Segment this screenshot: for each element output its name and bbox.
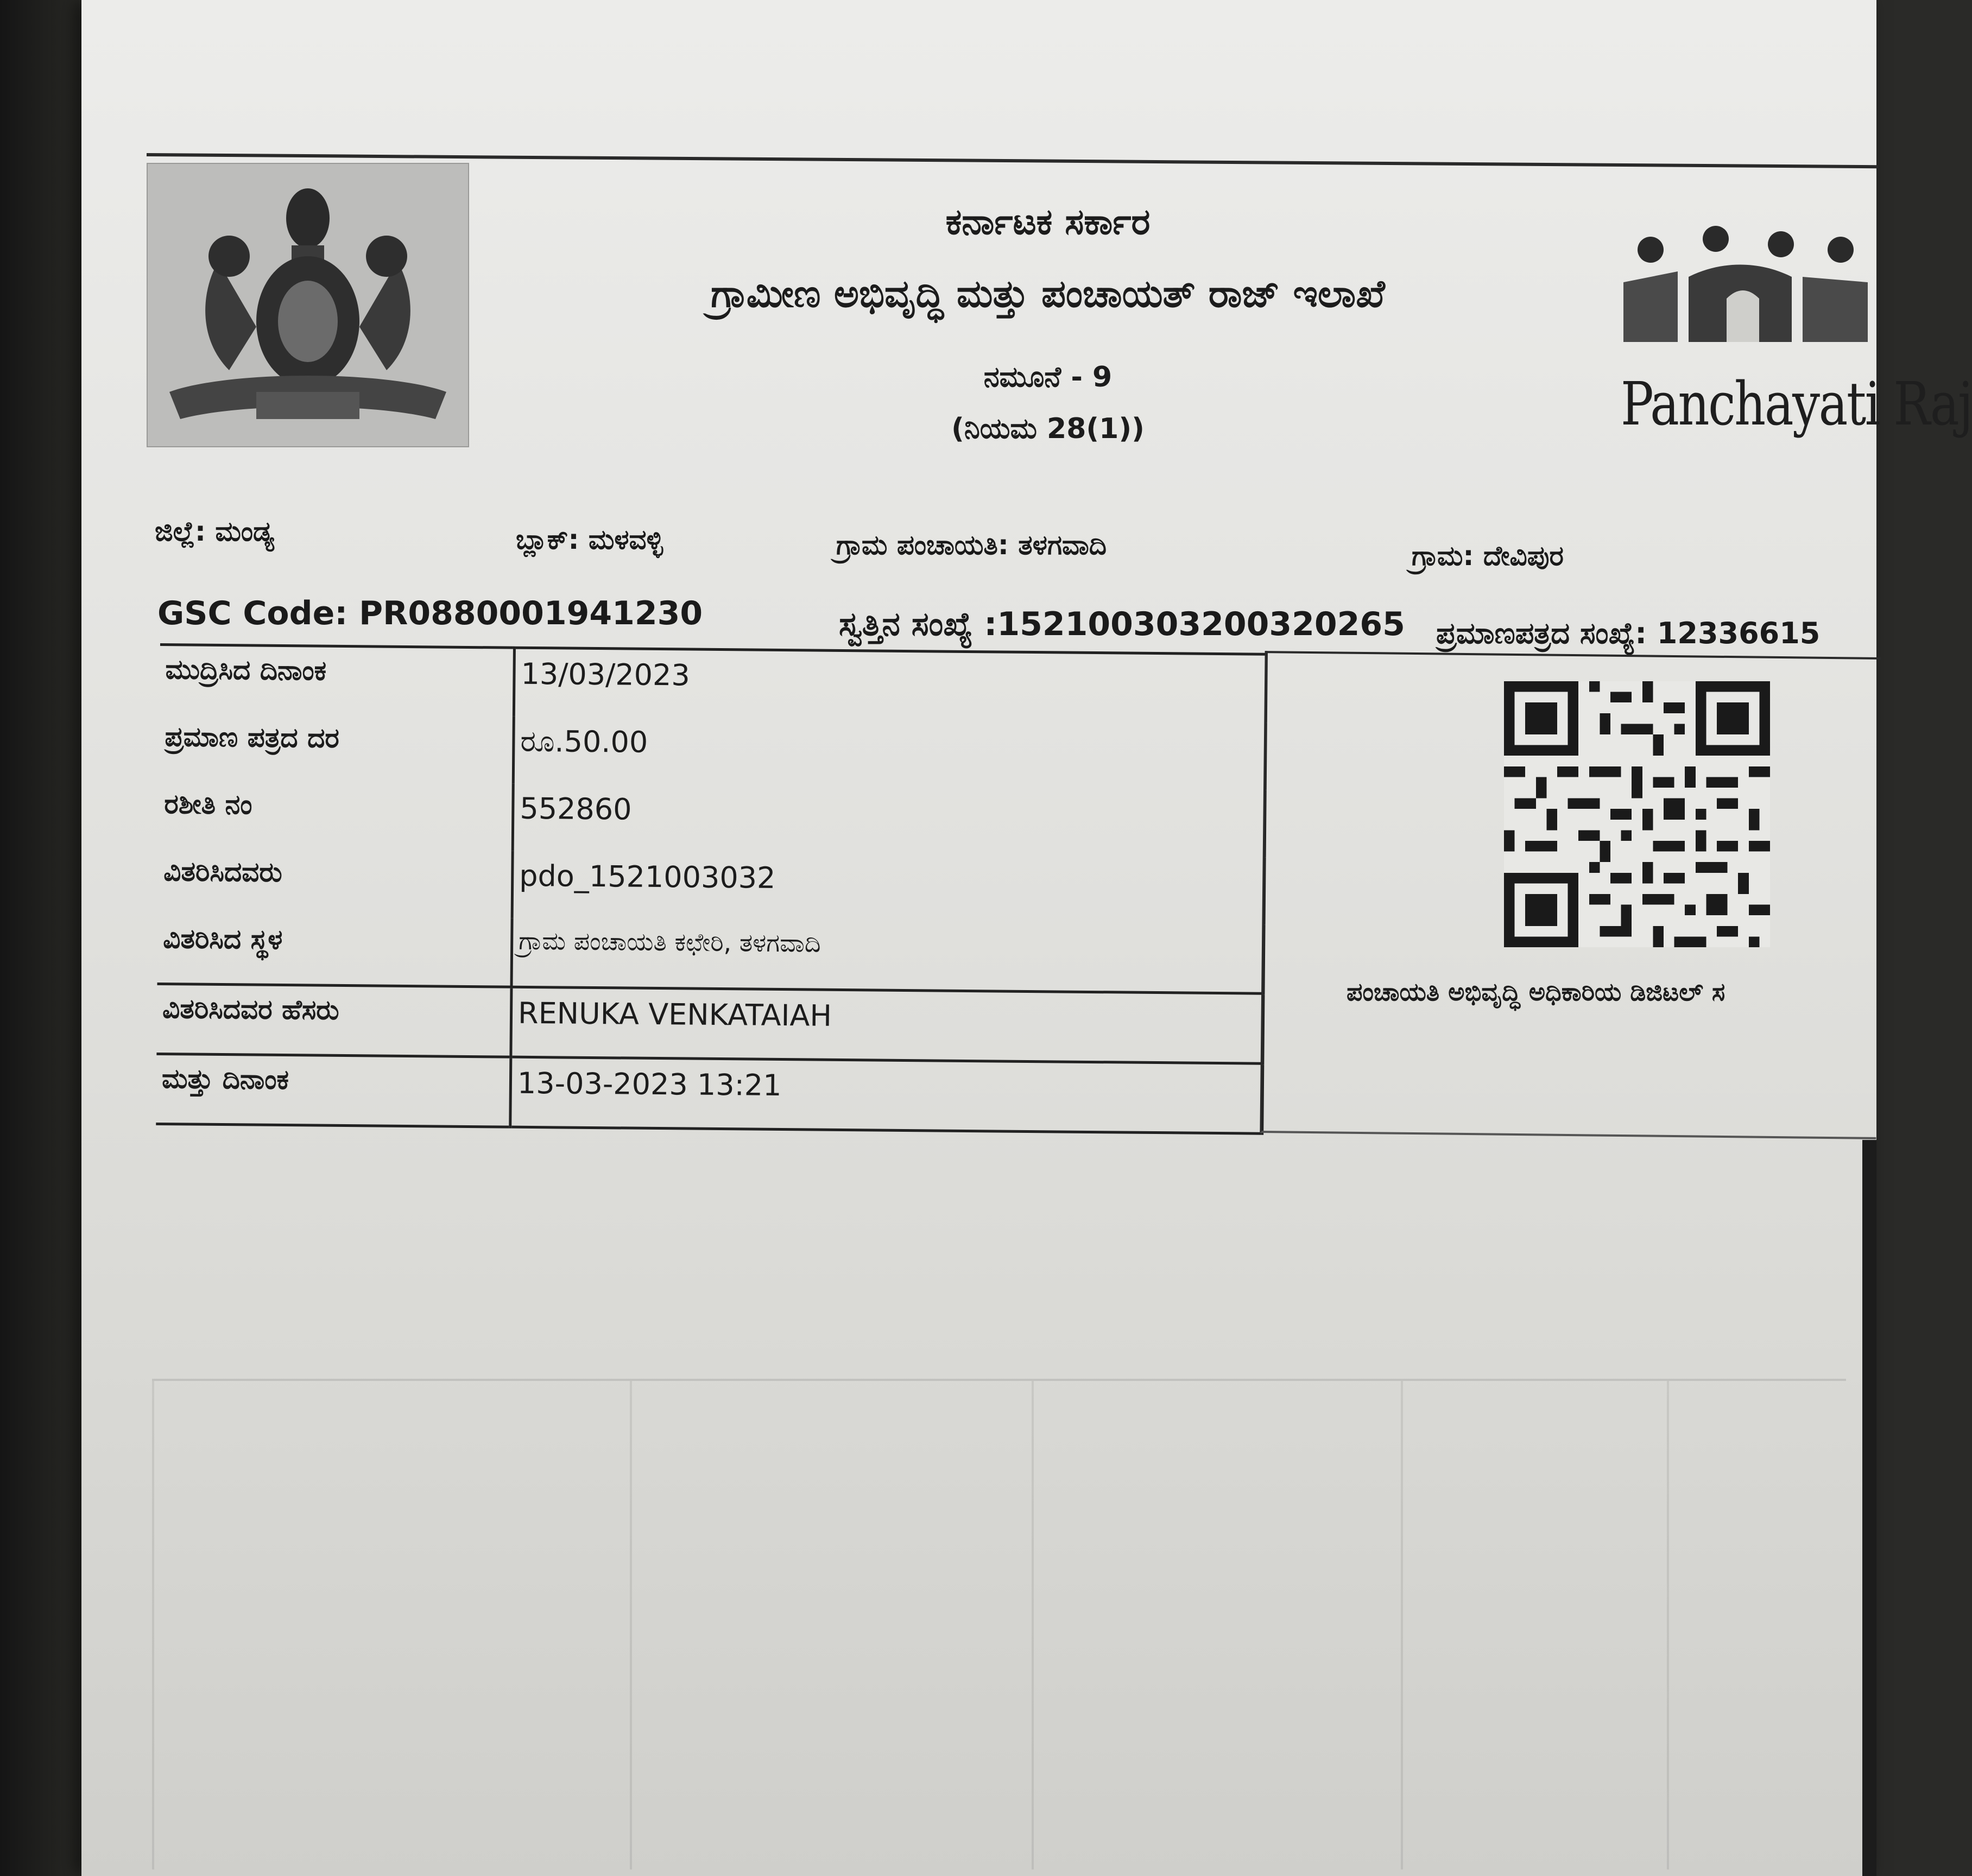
district-field: ಜಿಲ್ಲೆ: ಮಂಡ್ಯ xyxy=(155,516,274,547)
panchayati-raj-logo-text: Panchayati Raj xyxy=(1621,369,1972,439)
row-value: pdo_1521003032 xyxy=(512,851,1265,925)
qr-code-icon xyxy=(1501,681,1773,947)
table-row xyxy=(158,848,1265,925)
row-label: ವಿತರಿಸಿದ ಸ್ಥಳ xyxy=(162,923,283,955)
table-row xyxy=(160,644,1267,722)
property-number: ಸ್ವತ್ತಿನ ಸಂಖ್ಯೆ :152100303200320265 xyxy=(839,605,1405,643)
row-value: 13-03-2023 13:21 xyxy=(510,1057,1263,1133)
page-edge-shadow xyxy=(1862,1140,1876,1876)
rule-reference: (ನಿಯಮ 28(1)) xyxy=(951,413,1145,445)
row-label: ರಶೀತಿ ನಂ xyxy=(164,788,252,821)
row-value: ಗ್ರಾಮ ಪಂಚಾಯತಿ ಕಛೇರಿ, ತಳಗವಾದಿ xyxy=(511,918,1264,994)
gram-panchayat-field: ಗ್ರಾಮ ಪಂಚಾಯತಿ: ತಳಗವಾದಿ xyxy=(836,529,1107,561)
block-field: ಬ್ಲಾಕ್: ಮಳವಳ್ಳಿ xyxy=(516,524,663,555)
table-row xyxy=(156,984,1263,1063)
row-value: ರೂ.50.00 xyxy=(513,717,1266,790)
digital-signature-caption: ಪಂಚಾಯತಿ ಅಭಿವೃದ್ಧಿ ಅಧಿಕಾರಿಯ ಡಿಜಿಟಲ್ ಸ xyxy=(1347,977,1725,1006)
karnataka-emblem-icon xyxy=(147,163,469,447)
table-row xyxy=(159,713,1266,790)
row-label: ವಿತರಿಸಿದವರು xyxy=(163,855,283,888)
table-row xyxy=(157,915,1265,993)
row-value: RENUKA VENKATAIAH xyxy=(511,987,1263,1063)
government-title: ಕರ್ನಾಟಕ ಸರ್ಕಾರ xyxy=(945,201,1151,243)
row-value: 13/03/2023 xyxy=(514,648,1266,723)
panchayati-raj-logo-icon xyxy=(1618,217,1876,369)
table-row xyxy=(156,1054,1263,1133)
row-label: ಮುದ್ರಿಸಿದ ದಿನಾಂಕ xyxy=(165,654,327,687)
department-title: ಗ್ರಾಮೀಣ ಅಭಿವೃದ್ಧಿ ಮತ್ತು ಪಂಚಾಯತ್ ರಾಜ್ ಇಲಾಖೆ xyxy=(711,271,1385,316)
form-number: ನಮೂನೆ - 9 xyxy=(983,361,1113,394)
table-row xyxy=(159,781,1266,858)
row-label: ಪ್ರಮಾಣ ಪತ್ರದ ದರ xyxy=(165,721,340,754)
row-label: ವಿತರಿಸಿದವರ ಹೆಸರು xyxy=(156,984,511,1057)
village-field: ಗ್ರಾಮ: ದೇವಿಪುರ xyxy=(1412,540,1564,572)
certificate-details-table xyxy=(156,643,1268,1104)
gsc-code: GSC Code: PR0880001941230 xyxy=(157,594,703,632)
row-value: 552860 xyxy=(513,784,1265,858)
show-through-table xyxy=(152,1379,1846,1869)
certificate-number: ಪ್ರಮಾಣಪತ್ರದ ಸಂಖ್ಯೆ: 12336615 xyxy=(1436,616,1821,650)
row-label: ಮತ್ತು ದಿನಾಂಕ xyxy=(156,1054,511,1127)
